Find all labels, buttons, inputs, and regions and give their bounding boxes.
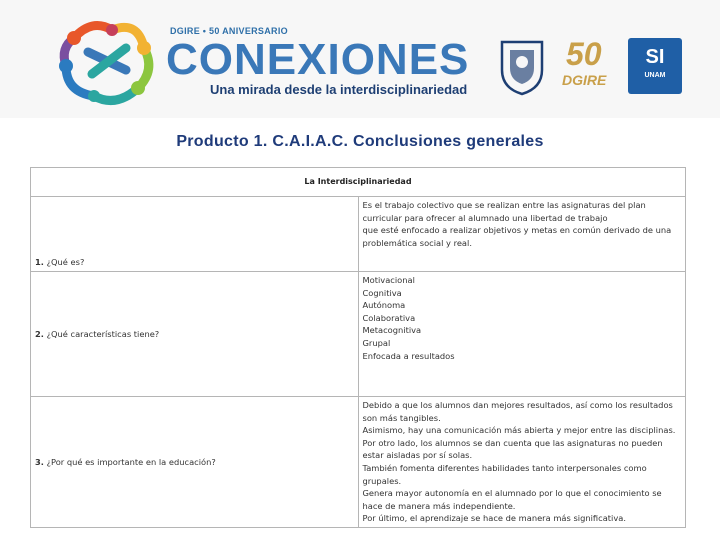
answer-line: Debido a que los alumnos dan mejores resultados, así como los resultados son más tangibles. (362, 400, 673, 423)
table-heading-row (31, 168, 686, 197)
answer-line: Autónoma (362, 300, 406, 311)
table-row (31, 397, 686, 528)
answer-cell (358, 397, 686, 528)
header-banner (0, 0, 720, 118)
answer-line: Asimismo, hay una comunicación más abierta y mejor entre las disciplinas. (362, 425, 676, 436)
question-cell (31, 197, 359, 272)
answer-line: Por último, el aprendizaje se hace de manera más significativa. (362, 513, 626, 524)
answer-line: Enfocada a resultados (362, 350, 455, 361)
answer-cell (358, 197, 686, 272)
si-unam-logo (628, 38, 682, 94)
answer-line: Colaborativa (362, 312, 416, 323)
table-row (31, 197, 686, 272)
question-number: 2. (35, 328, 44, 339)
conclusions-table (30, 167, 686, 528)
question-text: ¿Qué características tiene? (46, 328, 160, 339)
question-cell (31, 397, 359, 528)
unam-shield-icon (496, 36, 548, 96)
dgire-50-logo: 50 (566, 36, 602, 72)
question-number: 1. (35, 257, 44, 268)
conexiones-logo-icon (52, 8, 164, 112)
question-text: ¿Por qué es importante en la educación? (46, 456, 216, 467)
si-logo-text: SI (645, 46, 665, 68)
brand-subtitle: Una mirada desde la interdisciplinariedad (210, 82, 468, 97)
answer-line: que esté enfocado a realizar objetivos y metas en común derivado de una problemática social y real. (362, 225, 672, 248)
answer-line: También fomenta diferentes habilidades tanto interpersonales como grupales. (362, 462, 647, 486)
answer-line: Por otro lado, los alumnos se dan cuenta que las asignaturas no pueden estar aisladas por sí solas. (362, 437, 663, 461)
question-text: ¿Qué es? (46, 257, 85, 268)
page-title: Producto 1. C.A.I.A.C. Conclusiones generales (176, 133, 544, 150)
brand-title: CONEXIONES (166, 35, 470, 84)
anniversary-label: DGIRE • 50 ANIVERSARIO (170, 26, 288, 36)
si-logo-subtext: UNAM (644, 72, 666, 79)
answer-line: Grupal (362, 337, 391, 348)
question-number: 3. (35, 456, 44, 467)
table-heading: La Interdisciplinariedad (31, 168, 686, 197)
dgire-logo-text: DGIRE (562, 72, 607, 88)
question-cell (31, 272, 359, 397)
answer-line: Genera mayor autonomía en el alumnado por lo que el conocimiento se hace de manera más independiente. (362, 488, 662, 511)
answer-line: Metacognitiva (362, 325, 422, 336)
answer-line: Cognitiva (362, 287, 402, 298)
answer-line: Motivacional (362, 275, 415, 285)
table-row (31, 272, 686, 397)
answer-cell (358, 272, 686, 397)
answer-line: Es el trabajo colectivo que se realizan entre las asignaturas del plan curricular para ofrecer al alumnado una libertad de trabajo (362, 200, 646, 223)
